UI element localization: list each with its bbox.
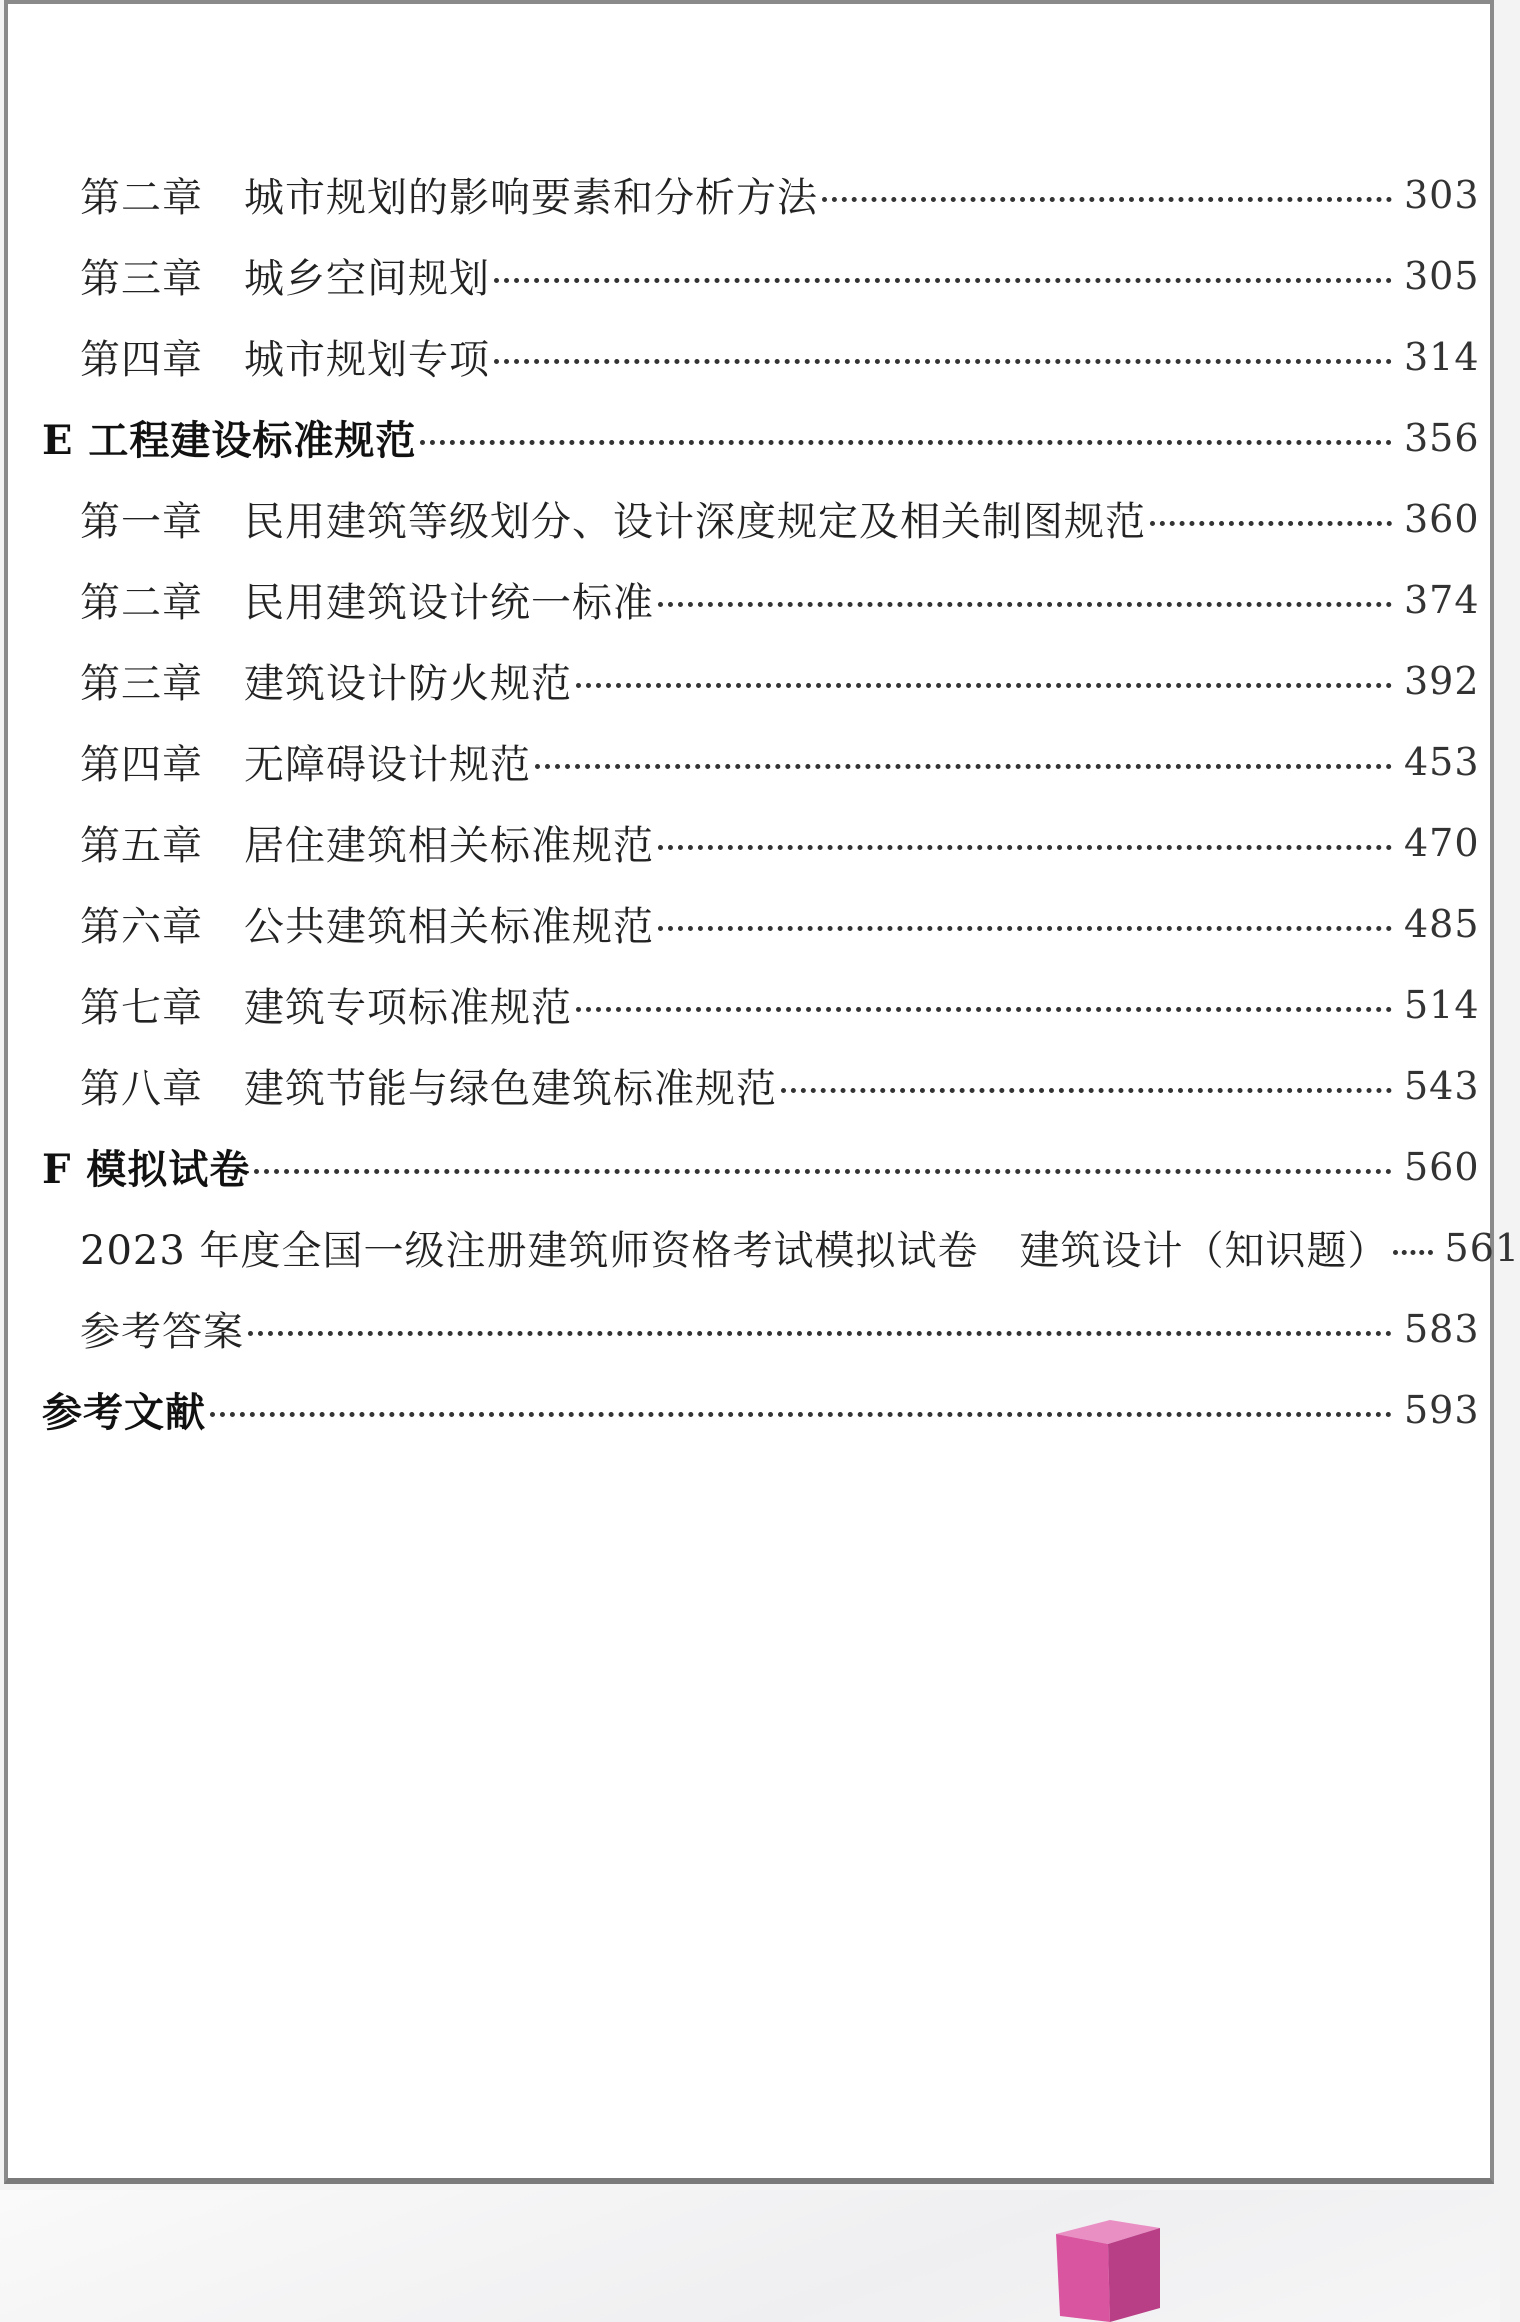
- cube-logo-icon: [1052, 2216, 1164, 2322]
- toc-chapter-row[interactable]: [8, 478, 1490, 559]
- toc-entry-title: 第三章 建筑设计防火规范: [80, 661, 572, 707]
- toc-page-number: 453: [1404, 739, 1480, 784]
- toc-entry-title: 第一章 民用建筑等级划分、设计深度规定及相关制图规范: [80, 499, 1146, 545]
- toc-entry-title: 2023 年度全国一级注册建筑师资格考试模拟试卷 建筑设计（知识题）: [80, 1228, 1389, 1274]
- toc-chapter-row[interactable]: [8, 1288, 1490, 1369]
- table-of-contents: [8, 154, 1520, 1450]
- toc-entry-title: 第二章 城市规划的影响要素和分析方法: [80, 175, 818, 221]
- dot-leader: [781, 1088, 1392, 1093]
- toc-page-number: 360: [1404, 496, 1480, 541]
- toc-page-number: 392: [1404, 658, 1480, 703]
- dot-leader: [248, 1331, 1392, 1336]
- toc-page-number: 561: [1444, 1225, 1520, 1270]
- dot-leader: [658, 926, 1392, 931]
- dot-leader: [1150, 521, 1392, 526]
- toc-page-number: 485: [1404, 901, 1480, 946]
- toc-entry-title: E 工程建设标准规范: [42, 417, 417, 464]
- toc-entry-title: 第二章 民用建筑设计统一标准: [80, 580, 654, 626]
- toc-entry-title: 第七章 建筑专项标准规范: [80, 985, 572, 1031]
- dot-leader: [576, 1007, 1392, 1012]
- cube-right-face: [1108, 2228, 1160, 2322]
- toc-chapter-row[interactable]: [8, 154, 1490, 235]
- toc-page-number: 305: [1404, 253, 1480, 298]
- toc-page-number: 593: [1404, 1387, 1480, 1432]
- dot-leader: [658, 845, 1392, 850]
- toc-chapter-row[interactable]: [8, 1207, 1520, 1288]
- toc-section-row[interactable]: [8, 1126, 1490, 1207]
- toc-page-number: 470: [1404, 820, 1480, 865]
- toc-entry-title: 第四章 无障碍设计规范: [80, 742, 531, 788]
- toc-chapter-row[interactable]: [8, 721, 1490, 802]
- toc-chapter-row[interactable]: [8, 802, 1490, 883]
- toc-section-row[interactable]: [8, 397, 1490, 478]
- toc-chapter-row[interactable]: [8, 883, 1490, 964]
- toc-page-number: 560: [1404, 1144, 1480, 1189]
- dot-leader: [535, 764, 1392, 769]
- cube-left-face: [1056, 2234, 1110, 2322]
- toc-page-number: 314: [1404, 334, 1480, 379]
- toc-page-number: 303: [1404, 172, 1480, 217]
- toc-entry-title: 第八章 建筑节能与绿色建筑标准规范: [80, 1066, 777, 1112]
- toc-chapter-row[interactable]: [8, 316, 1490, 397]
- toc-entry-title: F 模拟试卷: [42, 1146, 251, 1193]
- dot-leader: [822, 197, 1392, 202]
- dot-leader: [494, 278, 1392, 283]
- toc-section-row[interactable]: [8, 1369, 1490, 1450]
- dot-leader: [254, 1169, 1392, 1174]
- dot-leader: [1393, 1250, 1433, 1255]
- toc-chapter-row[interactable]: [8, 559, 1490, 640]
- toc-page-number: 356: [1404, 415, 1480, 460]
- toc-entry-title: 第五章 居住建筑相关标准规范: [80, 823, 654, 869]
- viewer-background: [0, 2190, 1500, 2322]
- dot-leader: [210, 1412, 1392, 1417]
- toc-page-number: 583: [1404, 1306, 1480, 1351]
- toc-entry-title: 第三章 城乡空间规划: [80, 256, 490, 302]
- toc-entry-title: 第四章 城市规划专项: [80, 337, 490, 383]
- toc-chapter-row[interactable]: [8, 640, 1490, 721]
- dot-leader: [494, 359, 1392, 364]
- toc-chapter-row[interactable]: [8, 235, 1490, 316]
- document-page: [4, 0, 1520, 2184]
- toc-entry-title: 参考答案: [80, 1309, 244, 1355]
- dot-leader: [576, 683, 1392, 688]
- toc-entry-title: 第六章 公共建筑相关标准规范: [80, 904, 654, 950]
- toc-chapter-row[interactable]: [8, 1045, 1490, 1126]
- toc-page-number: 374: [1404, 577, 1480, 622]
- toc-entry-title: 参考文献: [42, 1389, 206, 1436]
- toc-page-number: 543: [1404, 1063, 1480, 1108]
- toc-page-number: 514: [1404, 982, 1480, 1027]
- dot-leader: [658, 602, 1392, 607]
- dot-leader: [420, 440, 1392, 445]
- toc-chapter-row[interactable]: [8, 964, 1490, 1045]
